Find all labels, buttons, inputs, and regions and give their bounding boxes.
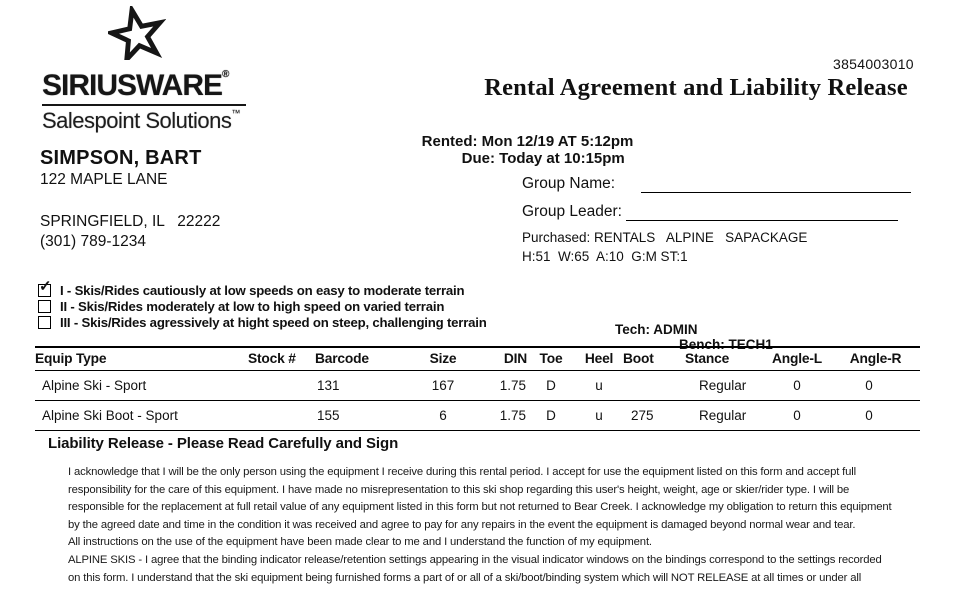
cell-toe: D	[527, 401, 575, 431]
cell-barcode: 131	[315, 371, 423, 401]
liability-line: ALPINE SKIS - I agree that the binding indicator release/retention settings appearing in the visual indicator windows on the bindings correspond to the settings recorded	[68, 553, 882, 566]
customer-phone: (301) 789-1234	[40, 233, 146, 250]
cell-equip-type: Alpine Ski - Sport	[35, 371, 248, 401]
purchased-info: Purchased: RENTALS ALPINE SAPACKAGE	[522, 230, 808, 245]
skier-type-option-1	[38, 278, 487, 299]
skier-type-checkbox-1[interactable]	[38, 278, 52, 297]
registered-mark: ®	[222, 69, 230, 80]
skier-type-checkbox-3[interactable]	[38, 316, 51, 329]
skier-type-options	[38, 278, 487, 330]
liability-heading: Liability Release - Please Read Carefully and Sign	[48, 435, 399, 452]
due-value: Today at 10:15pm	[499, 150, 625, 167]
purchased-items: RENTALS ALPINE SAPACKAGE	[594, 230, 808, 245]
customer-city-state-zip: SPRINGFIELD, IL 22222	[40, 213, 221, 230]
skier-type-option-3	[38, 315, 487, 331]
skier-type-option-2	[38, 299, 487, 315]
bench-value: TECH1	[728, 337, 773, 352]
cell-boot: 275	[623, 401, 685, 431]
bench-label: Bench:	[679, 337, 729, 352]
col-din: DIN	[463, 347, 527, 371]
group-leader-field[interactable]	[626, 204, 898, 221]
skier-type-label-1: I - Skis/Rides cautiously at low speeds on easy to moderate terrain	[60, 283, 465, 299]
col-angle-l: Angle-L	[763, 347, 831, 371]
page-title: Rental Agreement and Liability Release	[484, 74, 908, 101]
cell-din: 1.75	[463, 371, 527, 401]
liability-line: I acknowledge that I will be the only person using the equipment I receive during this rental period. I accept for use the equipment listed on this form and accept full	[68, 466, 857, 478]
skier-type-label-2: II - Skis/Rides moderately at low to high speed on varied terrain	[60, 299, 445, 315]
col-toe: Toe	[527, 347, 575, 371]
equipment-table	[35, 346, 920, 431]
document-number: 3854003010	[833, 56, 914, 72]
liability-line: responsible for the replacement at full retail value of any equipment listed in this form but not returned to Bear Creek. I acknowledge my obligation to return this equipment	[68, 501, 892, 514]
cell-angle-r: 0	[831, 401, 920, 431]
table-row	[35, 371, 920, 401]
table-row	[35, 401, 920, 431]
cell-angle-l: 0	[763, 371, 831, 401]
cell-stock	[248, 401, 315, 431]
due-label: Due:	[461, 150, 500, 167]
rented-value: Mon 12/19 AT 5:12pm	[481, 133, 634, 150]
cell-toe: D	[527, 371, 575, 401]
liability-text	[68, 464, 943, 587]
group-name-label: Group Name:	[522, 175, 616, 192]
cell-size: 6	[423, 401, 463, 431]
liability-line: responsibility for the care of this equipment. I have made no misrepresentation to this ski shop regarding this user's height, weight, age or skier/rider type. I will be	[68, 483, 850, 496]
cell-barcode: 155	[315, 401, 423, 431]
cell-stance: Regular	[685, 401, 763, 431]
group-block	[522, 165, 927, 264]
cell-stock	[248, 371, 315, 401]
cell-din: 1.75	[463, 401, 527, 431]
tech-value: ADMIN	[653, 322, 698, 337]
col-stance: Stance	[685, 347, 763, 371]
brand-name: SIRIUSWARE®	[42, 69, 230, 102]
cell-angle-r: 0	[831, 371, 920, 401]
liability-line: on this form. I understand that the ski equipment being furnished forms a part of or all of a ski/boot/binding system which will NOT RELEASE at all times or under all	[68, 571, 862, 584]
tech-label: Tech:	[615, 322, 654, 337]
col-heel: Heel	[575, 347, 623, 371]
col-barcode: Barcode	[315, 347, 423, 371]
cell-heel: u	[575, 401, 623, 431]
col-boot: Boot	[623, 347, 685, 371]
skier-type-label-3: III - Skis/Rides agressively at hight speed on steep, challenging terrain	[60, 314, 487, 330]
customer-block	[40, 146, 220, 252]
trademark-mark: ™	[231, 108, 240, 118]
logo-divider	[42, 104, 246, 106]
group-name-field[interactable]	[641, 176, 911, 193]
cell-angle-l: 0	[763, 401, 831, 431]
col-size: Size	[423, 347, 463, 371]
skier-stats: H:51 W:65 A:10 G:M ST:1	[522, 249, 688, 264]
skier-type-checkbox-2[interactable]	[38, 300, 51, 313]
col-stock: Stock #	[248, 347, 315, 371]
liability-line: by the agreed date and time in the condition it was received and agree to pay for any repairs in the event the equipment is damaged beyond normal wear and tear.	[68, 518, 856, 531]
customer-address: 122 MAPLE LANE	[40, 171, 168, 188]
siriusware-logo	[42, 6, 252, 134]
check-icon: ✓	[39, 278, 52, 296]
cell-boot	[623, 371, 685, 401]
cell-stance: Regular	[685, 371, 763, 401]
col-angle-r: Angle-R	[831, 347, 920, 371]
table-header-row	[35, 347, 920, 371]
liability-line: All instructions on the use of the equipment have been made clear to me and I understand the function of my equipment.	[68, 536, 652, 549]
star-icon	[108, 6, 166, 60]
rented-label: Rented:	[421, 133, 482, 150]
cell-equip-type: Alpine Ski Boot - Sport	[35, 401, 248, 431]
cell-heel: u	[575, 371, 623, 401]
col-equip-type: Equip Type	[35, 347, 248, 371]
cell-size: 167	[423, 371, 463, 401]
group-leader-label: Group Leader:	[522, 203, 622, 220]
customer-name: SIMPSON, BART	[40, 147, 202, 169]
brand-tagline: Salespoint Solutions™	[42, 108, 240, 133]
